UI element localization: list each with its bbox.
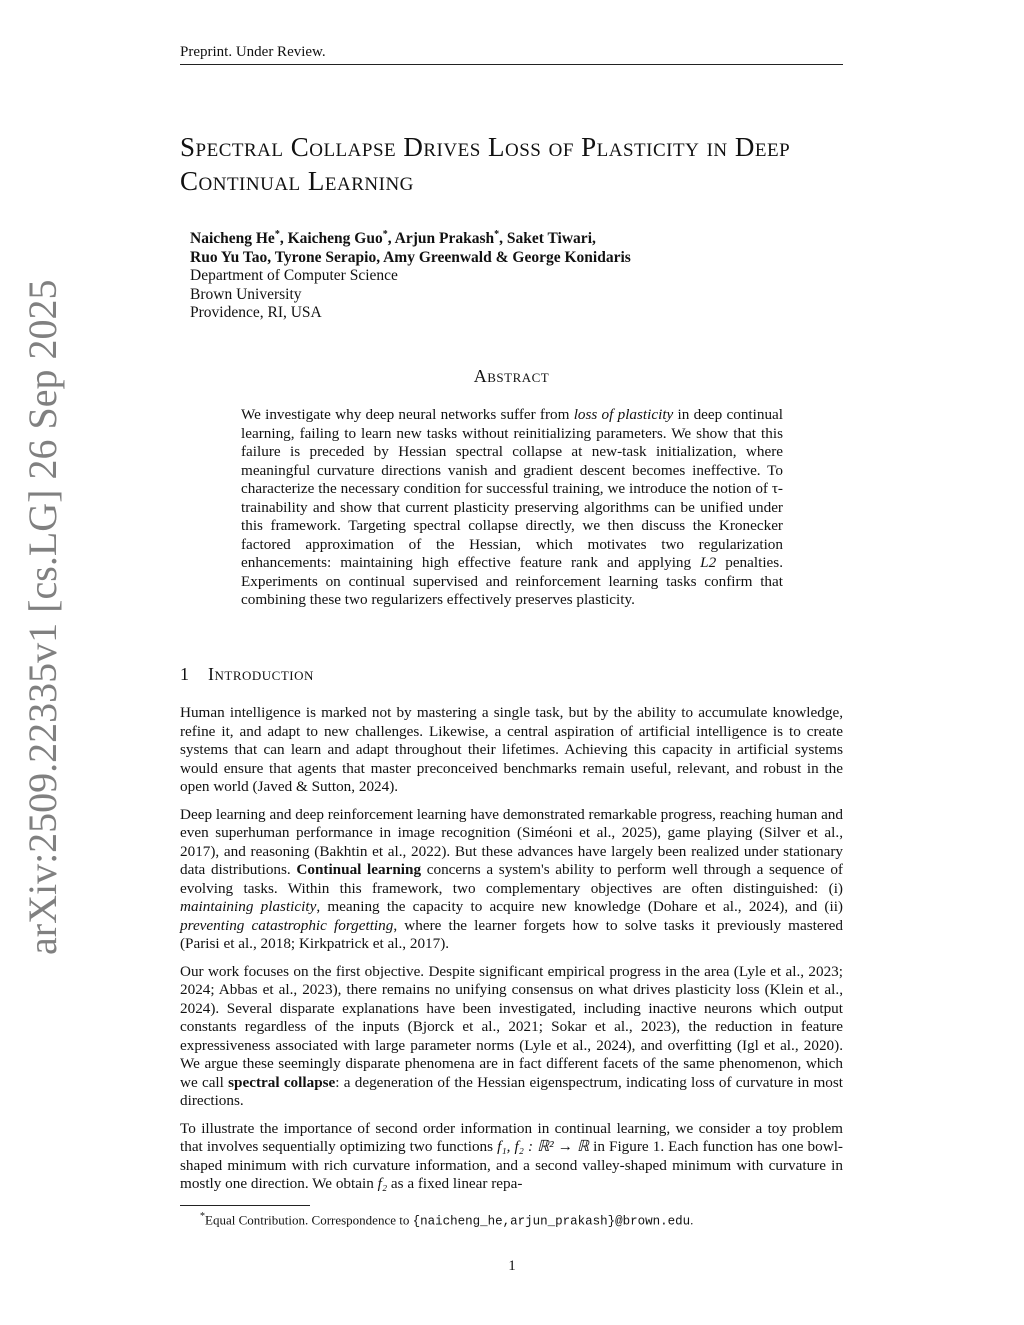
running-header: Preprint. Under Review. (180, 44, 843, 65)
paragraph (180, 806, 843, 954)
text-run: concerns a system's ability to perform well through a sequence of evolving tasks. Within this framework, two complementary objectives are often distinguished: (i) (180, 861, 843, 897)
affiliation-university: Brown University (190, 285, 302, 303)
section-heading-introduction (180, 664, 843, 685)
emphasis: preventing catastrophic forgetting (180, 916, 394, 934)
bold-term: spectral collapse (228, 1073, 336, 1091)
math-inline: f₁, f₂ : ℝ² → ℝ (497, 1138, 590, 1155)
abstract-part: penalties. Experiments on continual supervised and reinforcement learning tasks confirm that combining these two regularizers effectively preserves plasticity. (241, 554, 784, 608)
author-line-2: Ruo Yu Tao, Tyrone Serapio, Amy Greenwald & George Konidaris (190, 248, 631, 266)
author-name: Saket Tiwari, (506, 230, 596, 248)
page-number: 1 (508, 1258, 516, 1274)
text-run: : a degeneration of the Hessian eigenspectrum, indicating loss of curvature in most directions. (180, 1073, 843, 1109)
paragraph (180, 963, 843, 1111)
body-text (180, 704, 843, 1203)
bold-term: Continual learning (296, 861, 422, 878)
author-line-1: Naicheng He*, Kaicheng Guo*, Arjun Prakash*, Saket Tiwari, (190, 229, 596, 248)
author-block (190, 226, 830, 323)
section-number: 1 (180, 664, 190, 684)
footnote-mark: * (200, 1211, 205, 1222)
affiliation-department: Department of Computer Science (190, 267, 398, 285)
footnote-rule (180, 1205, 310, 1206)
text-run: as a fixed linear repa- (387, 1175, 523, 1192)
math-l2: L2 (700, 554, 717, 571)
equal-contribution-mark: * (274, 229, 280, 240)
text-run: in Figure 1. Each function has one bowl-shaped minimum with rich curvature information, and a second valley-shaped minimum with curvature in mostly one direction. We obtain (180, 1138, 843, 1192)
text-run: , meaning the capacity to acquire new knowledge (Dohare et al., 2024), and (ii) (316, 898, 843, 915)
footnote (200, 1209, 840, 1229)
footnote-end: . (690, 1212, 694, 1228)
arxiv-stamp: arXiv:2509.22335v1 [cs.LG] 26 Sep 2025 (20, 279, 65, 955)
text-run: Our work focuses on the first objective. Despite significant empirical progress in the area (Lyle et al., 2023; 2024; Abbas et al., 2023), there remains no unifying consensus on what drives plasticity loss (Klein et al., 2024). Several disparate explanations have been investigated, including inactive neurons which output constants regardless of the inputs (Bjorck et al., 2021; Sokar et al., 2023), the reduction in feature expressiveness associated with large parameter norms (Lyle et al., 2024), and overfitting (Igl et al., 2020). We argue these seemingly disparate phenomena are in fact different facets of the same phenomenon, which we call (180, 962, 843, 1091)
affiliation-location: Providence, RI, USA (190, 304, 322, 322)
footnote-text: Equal Contribution. Correspondence to (205, 1212, 413, 1228)
equal-contribution-mark: * (382, 229, 388, 240)
text-run: Deep learning and deep reinforcement learning have demonstrated remarkable progress, reaching human and even superhuman performance in image recognition (Siméoni et al., 2025), game playing (Silver et al., 2017), and reasoning (Bakhtin et al., 2022). But these advances have largely been realized under stationary data distributions. (180, 805, 843, 878)
title-line-1: Spectral Collapse Drives Loss of Plasticity in Deep (180, 132, 791, 162)
author-name: Kaicheng Guo (287, 230, 383, 248)
author-name: Arjun Prakash (394, 230, 495, 248)
abstract-emphasis: loss of plasticity (573, 406, 674, 423)
text-run: To illustrate the importance of second order information in continual learning, we consider a toy problem that involves sequentially optimizing two functions (180, 1119, 843, 1155)
abstract-part: We investigate why deep neural networks suffer from (241, 406, 574, 423)
paragraph: Human intelligence is marked not by mastering a single task, but by the ability to accumulate knowledge, refine it, and adapt to new challenges. Likewise, a central aspiration of artificial intelligence is to create systems that can learn and adapt throughout their lifetimes. Achieving this capacity in artificial systems would ensure that agents that master preconceived benchmarks remain useful, relevant, and robust in the open world (Javed & Sutton, 2024). (180, 704, 843, 795)
email-link[interactable]: {naicheng_he,arjun_prakash}@brown.edu (412, 1214, 691, 1229)
title-line-2: Continual Learning (180, 166, 414, 196)
author-name: Naicheng He (190, 230, 275, 248)
section-title: Introduction (208, 664, 314, 684)
abstract-heading: Abstract (473, 366, 550, 386)
equal-contribution-mark: * (494, 229, 500, 240)
paragraph (180, 1120, 843, 1194)
paper-title (180, 130, 843, 198)
abstract-text (241, 406, 783, 610)
emphasis: maintaining plasticity (180, 898, 317, 915)
text-run: , where the learner forgets how to solve tasks it previously mastered (Parisi et al., 2018; Kirkpatrick et al., 2017). (180, 916, 843, 952)
abstract-part: in deep continual learning, failing to learn new tasks without reinitializing parameters. We show that this failure is preceded by Hessian spectral collapse at new-task initialization, where meaningful curvature directions vanish and gradient descent becomes ineffective. To characterize the necessary condition for successful training, we introduce the notion of τ-trainability and show that current plasticity preserving algorithms can be unified under this framework. Targeting spectral collapse directly, we then discuss the Kronecker factored approximation of the Hessian, which motivates two regularization enhancements: maintaining high effective feature rank and applying (241, 406, 784, 571)
math-inline: f₂ (377, 1175, 388, 1192)
